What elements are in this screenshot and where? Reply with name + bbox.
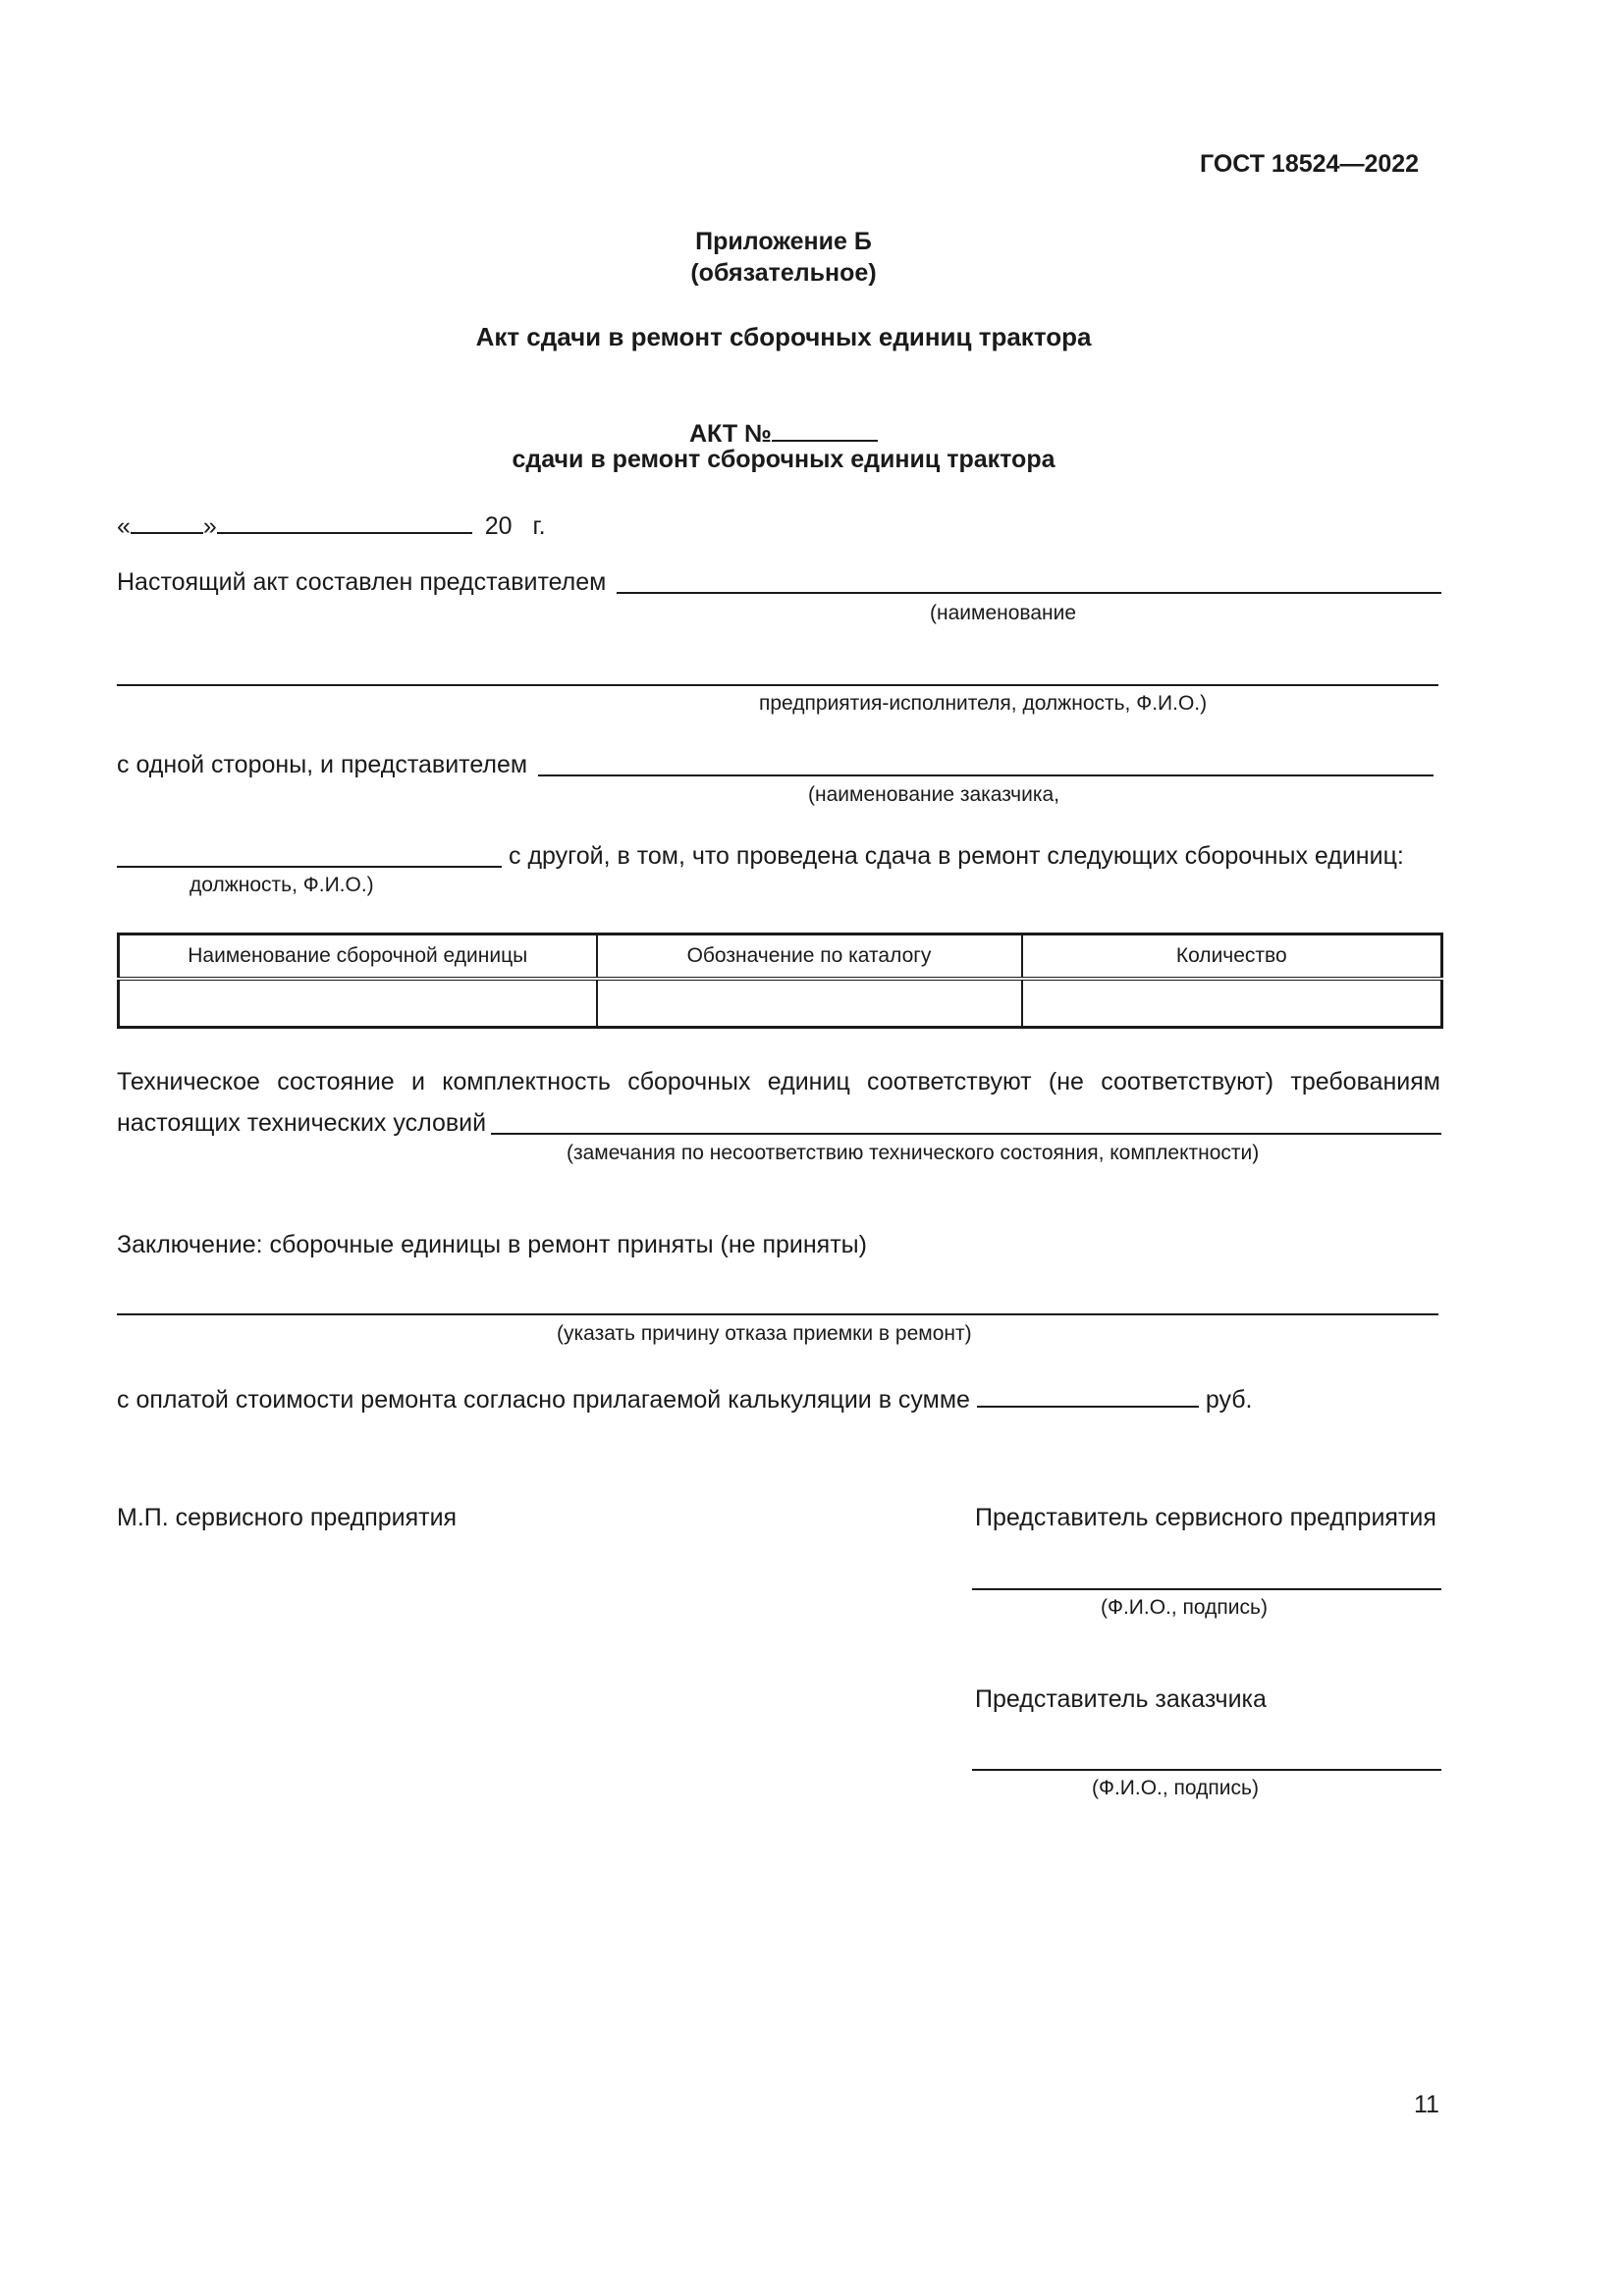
tech-state-text: Техническое состояние и комплектность сборочных единиц соответствуют (не соответствуют) требованиям <box>117 1068 1440 1095</box>
customer-details-field[interactable] <box>117 866 502 868</box>
service-signature-field[interactable] <box>972 1588 1441 1590</box>
payment-unit: руб. <box>1205 1386 1253 1414</box>
tech-state-hint: (замечания по несоответствию технического состояния, комплектности) <box>567 1142 1260 1164</box>
customer-name-hint: (наименование заказчика, <box>808 783 1059 806</box>
act-number-label: АКТ № <box>688 420 773 448</box>
date-year-prefix: 20 <box>484 512 513 540</box>
table-cell-unit-name[interactable] <box>119 979 597 1028</box>
appendix-status: (обязательное) <box>690 259 877 287</box>
date-year-suffix: г. <box>532 512 546 540</box>
act-subtitle: сдачи в ремонт сборочных единиц трактора <box>512 446 1056 473</box>
date-close-quote: » <box>202 512 217 540</box>
contractor-name-field[interactable] <box>617 592 1441 594</box>
date-day-field[interactable] <box>131 508 203 534</box>
customer-name-field[interactable] <box>538 774 1434 776</box>
table-header-row <box>119 934 1442 980</box>
units-table <box>117 933 1443 1029</box>
customer-representative-label: Представитель заказчика <box>975 1685 1267 1713</box>
appendix-title: Приложение Б <box>695 228 872 255</box>
payment-text: с оплатой стоимости ремонта согласно прилагаемой калькуляции в сумме <box>117 1386 970 1414</box>
table-header-cell: Наименование сборочной единицы <box>119 934 597 980</box>
tech-state-text-2: настоящих технических условий <box>117 1109 487 1137</box>
page-number: 11 <box>1414 2091 1439 2118</box>
table-cell-quantity[interactable] <box>1022 979 1442 1028</box>
refusal-reason-hint: (указать причину отказа приемки в ремонт) <box>557 1322 972 1345</box>
contractor-details-field[interactable] <box>117 684 1438 686</box>
table-cell-catalog-code[interactable] <box>597 979 1022 1028</box>
table-header-cell: Обозначение по каталогу <box>597 934 1022 980</box>
act-number <box>0 416 1567 449</box>
customer-signature-field[interactable] <box>972 1769 1441 1771</box>
appendix-name: Акт сдачи в ремонт сборочных единиц трактора <box>475 322 1092 351</box>
service-representative-label: Представитель сервисного предприятия <box>975 1504 1436 1531</box>
table-row <box>119 979 1442 1028</box>
tech-state-remarks-field[interactable] <box>491 1133 1441 1135</box>
service-signature-hint: (Ф.И.О., подпись) <box>1101 1596 1268 1619</box>
standard-number: ГОСТ 18524—2022 <box>1200 150 1420 178</box>
payment-line <box>117 1382 1253 1415</box>
customer-line: с одной стороны, и представителем <box>117 751 528 778</box>
contractor-name-hint: (наименование <box>930 602 1076 624</box>
refusal-reason-field[interactable] <box>117 1313 1438 1315</box>
handover-line: с другой, в том, что проведена сдача в ремонт следующих сборочных единиц: <box>509 842 1404 870</box>
table-header-cell: Количество <box>1022 934 1442 980</box>
date-open-quote: « <box>117 512 131 540</box>
representative-line: Настоящий акт составлен представителем <box>117 568 607 596</box>
date-month-field[interactable] <box>217 508 472 534</box>
stamp-label: М.П. сервисного предприятия <box>117 1504 458 1531</box>
customer-signature-hint: (Ф.И.О., подпись) <box>1092 1777 1259 1799</box>
customer-details-hint: должность, Ф.И.О.) <box>189 874 374 896</box>
contractor-details-hint: предприятия-исполнителя, должность, Ф.И.О.) <box>759 692 1208 715</box>
payment-amount-field[interactable] <box>977 1382 1199 1408</box>
act-date <box>117 508 546 541</box>
act-number-field[interactable] <box>772 416 878 442</box>
conclusion-text: Заключение: сборочные единицы в ремонт приняты (не приняты) <box>117 1231 867 1258</box>
